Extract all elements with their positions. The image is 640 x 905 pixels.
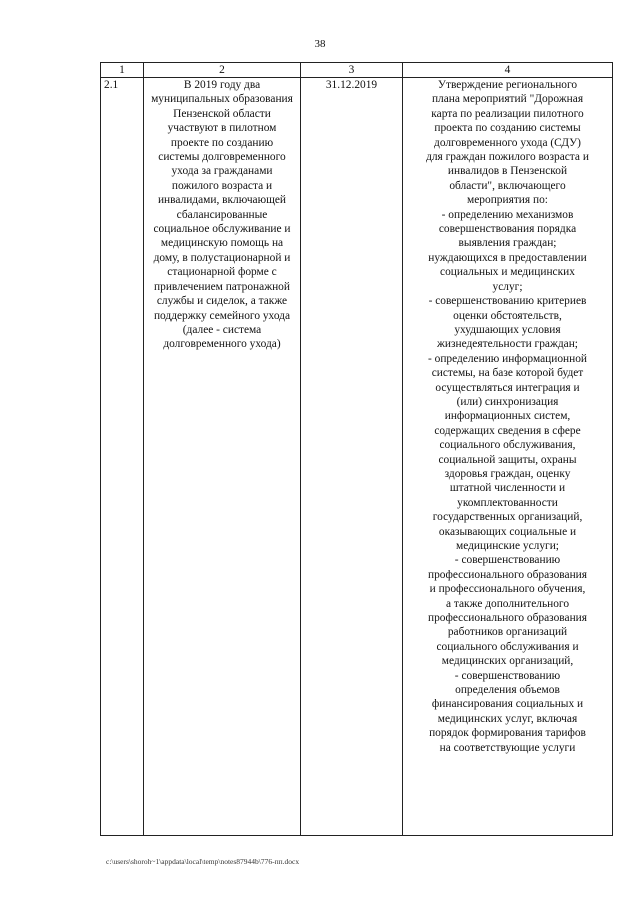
text-line: долговременного ухода (СДУ)	[434, 136, 581, 149]
text-line: осуществляться интеграция и	[435, 381, 580, 394]
text-line: проекта по созданию системы	[434, 122, 581, 135]
measures-cell	[403, 78, 613, 836]
text-line: В 2019 году два	[183, 79, 261, 91]
row-number-cell: 2.1	[101, 78, 144, 836]
text-line: работников организаций	[447, 626, 568, 639]
text-line: профессионального образования	[427, 612, 588, 625]
text-line: стационарной форме с	[167, 266, 277, 279]
text-line: - совершенствованию критериев	[428, 295, 587, 308]
text-line: медицинских услуг, включая	[437, 712, 578, 725]
text-line: (или) синхронизация	[456, 395, 559, 408]
text-line: оказывающих социальные и	[438, 525, 577, 538]
text-line: - определению информационной	[427, 352, 588, 365]
column-header-4: 4	[403, 63, 613, 78]
text-line: - совершенствованию	[454, 669, 561, 682]
text-line: социального обслуживания,	[439, 439, 576, 452]
text-line: ухудшающих условия	[454, 323, 561, 336]
text-line: и профессионального обучения,	[429, 583, 586, 596]
text-line: привлечением патронажной	[154, 280, 290, 293]
text-line: дому, в полустационарной и	[153, 251, 291, 264]
text-line: карта по реализации пилотного	[431, 107, 584, 120]
text-line: совершенствования порядка	[438, 223, 577, 236]
text-line: плана мероприятий "Дорожная	[431, 93, 584, 106]
text-line: оценки обстоятельств,	[453, 309, 562, 322]
text-line: - совершенствованию	[454, 554, 561, 567]
text-line: Пензенской области	[173, 107, 271, 120]
text-line: жизнедеятельности граждан;	[437, 338, 578, 351]
text-line: государственных организаций,	[432, 511, 583, 524]
text-line: а также дополнительного	[445, 597, 570, 610]
text-line: (далее - система	[182, 323, 262, 336]
text-line: социального обслуживания и	[436, 640, 579, 653]
column-header-1: 1	[101, 63, 144, 78]
text-line: системы долговременного	[158, 151, 286, 164]
description-cell	[144, 78, 301, 836]
text-line: медицинские услуги;	[456, 540, 559, 552]
text-line: мероприятия по:	[467, 194, 548, 207]
text-line: укомплектованности	[457, 496, 558, 509]
table-row	[101, 78, 613, 836]
text-line: медицинских организаций,	[441, 655, 574, 668]
text-line: услуг;	[492, 280, 523, 293]
text-line: определения объемов	[455, 684, 560, 697]
text-line: поддержку семейного ухода	[153, 309, 291, 322]
text-line: социальных и медицинских	[440, 266, 575, 279]
text-line: инвалидов в Пензенской	[447, 165, 568, 178]
text-line: - определению механизмов	[441, 208, 574, 221]
text-line: службы и сиделок, а также	[156, 295, 288, 308]
text-line: сбалансированные	[176, 208, 268, 221]
text-line: финансирования социальных и	[431, 698, 584, 711]
date-cell: 31.12.2019	[301, 78, 403, 836]
text-line: штатной численности и	[449, 482, 566, 495]
text-line: муниципальных образования	[151, 93, 293, 106]
table-header-row	[101, 63, 613, 78]
document-table	[100, 62, 613, 836]
column-header-2: 2	[144, 63, 301, 78]
text-line: на соответствующие услуги	[439, 741, 576, 754]
text-line: долговременного ухода)	[163, 338, 281, 351]
text-line: ухода за гражданами	[171, 165, 273, 178]
text-line: социальной защиты, охраны	[438, 453, 577, 466]
file-path-footer: c:\users\shoroh~1\appdata\local\temp\notes87944b\776-пп.docx	[106, 857, 300, 866]
text-line: содержащих сведения в сфере	[434, 424, 581, 437]
text-line: Утверждение регионального	[437, 79, 578, 91]
text-line: выявления граждан;	[458, 237, 557, 250]
text-line: участвуют в пилотном	[167, 122, 277, 135]
text-line: системы, на базе которой будет	[431, 367, 584, 380]
text-line: профессионального образования	[427, 568, 588, 581]
text-line: порядок формирования тарифов	[429, 727, 586, 740]
text-line: медицинскую помощь на	[160, 237, 284, 250]
text-line: для граждан пожилого возраста и	[426, 151, 589, 164]
text-line: проекте по созданию	[170, 136, 274, 149]
column-header-3: 3	[301, 63, 403, 78]
text-line: здоровья граждан, оценку	[444, 467, 571, 480]
text-line: инвалидами, включающей	[157, 194, 287, 207]
text-line: области", включающего	[449, 179, 566, 192]
text-line: социальное обслуживание и	[153, 223, 291, 236]
text-line: пожилого возраста и	[171, 179, 273, 192]
text-line: информационных систем,	[444, 410, 571, 423]
page-number: 38	[314, 38, 326, 50]
text-line: нуждающихся в предоставлении	[428, 251, 587, 264]
